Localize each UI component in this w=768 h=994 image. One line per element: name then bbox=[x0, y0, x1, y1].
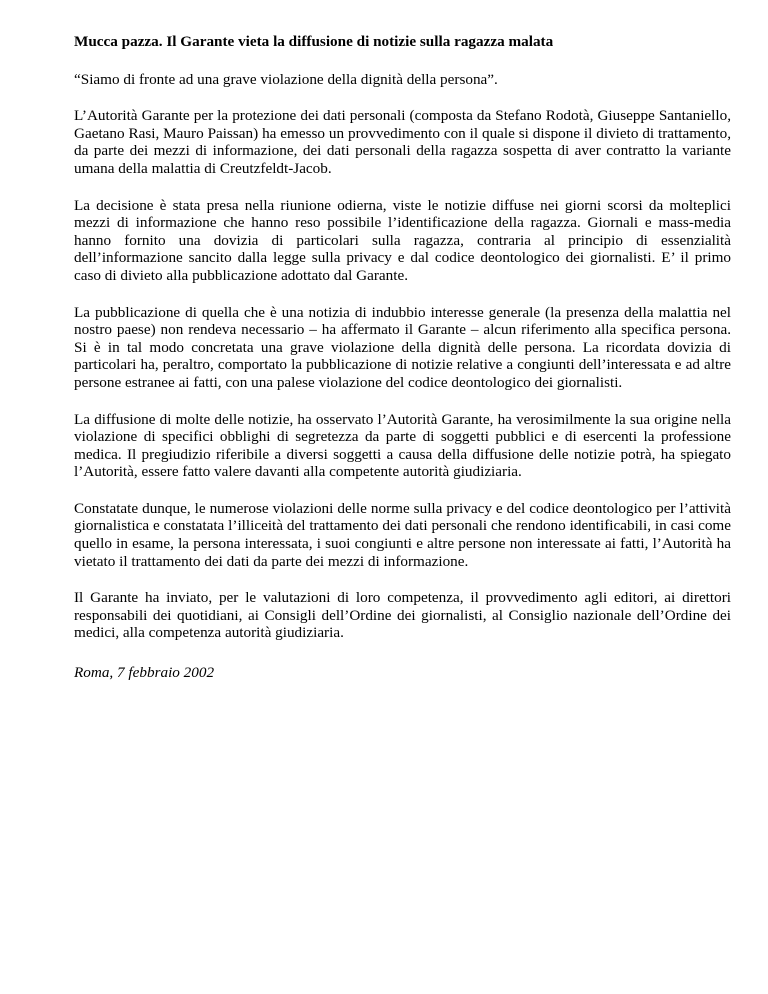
paragraph: La diffusione di molte delle notizie, ha osservato l’Autorità Garante, ha verosimilmente la sua origine nella violazione di specifici obblighi di segretezza da parte di soggetti pubblici e di esercenti la professione medica. Il pregiudizio riferibile a diversi soggetti a causa della diffusione delle notizie potrà, ha spiegato l’Autorità, essere fatto valere davanti alla competente autorità giudiziaria. bbox=[74, 410, 731, 481]
document-title: Mucca pazza. Il Garante vieta la diffusione di notizie sulla ragazza malata bbox=[74, 33, 554, 50]
paragraph: La pubblicazione di quella che è una notizia di indubbio interesse generale (la presenza della malattia nel nostro paese) non rendeva necessario – ha affermato il Garante – alcun riferimento alla specifica persona. Si è in tal modo concretata una grave violazione della dignità delle persona. La ricordata dovizia di particolari ha, peraltro, comportato la pubblicazione di notizie relative a congiunti dell’interessata e ad altre persone estranee ai fatti, con una palese violazione del codice deontologico dei giornalisti. bbox=[74, 303, 731, 391]
paragraph: Il Garante ha inviato, per le valutazioni di loro competenza, il provvedimento agli editori, ai direttori responsabili dei quotidiani, ai Consigli dell’Ordine dei giornalisti, al Consiglio nazionale dell’Ordine dei medici, alla competenza autorità giudiziaria. bbox=[74, 589, 731, 642]
document-page bbox=[74, 33, 731, 682]
paragraph: Constatate dunque, le numerose violazioni delle norme sulla privacy e del codice deontologico per l’attività giornalistica e constatata l’illiceità del trattamento dei dati personali che rendono identificabili, in casi come quello in esame, la persona interessata, i suoi congiunti e altre persone non interessate ai fatti, l’Autorità ha vietato il trattamento dei dati da parte dei mezzi di informazione. bbox=[74, 499, 731, 570]
paragraph: L’Autorità Garante per la protezione dei dati personali (composta da Stefano Rodotà, Giuseppe Santaniello, Gaetano Rasi, Mauro Paissan) ha emesso un provvedimento con il quale si dispone il divieto di trattamento, da parte dei mezzi di informazione, dei dati personali della ragazza sospetta di aver contratto la variante umana della malattia di Creutzfeldt-Jacob. bbox=[74, 107, 731, 177]
dateline: Roma, 7 febbraio 2002 bbox=[74, 664, 215, 682]
paragraph: La decisione è stata presa nella riunione odierna, viste le notizie diffuse nei giorni scorsi da molteplici mezzi di informazione che hanno reso possibile l’identificazione della ragazza. Giornali e mass-media hanno fornito una dovizia di particolari sulla ragazza, contraria al principio di essenzialità dell’informazione sancito dalla legge sulla privacy e dal codice deontologico dei giornalisti. E’ il primo caso di divieto alla pubblicazione adottato dal Garante. bbox=[74, 196, 731, 284]
lead-quote: “Siamo di fronte ad una grave violazione della dignità della persona”. bbox=[74, 70, 498, 88]
